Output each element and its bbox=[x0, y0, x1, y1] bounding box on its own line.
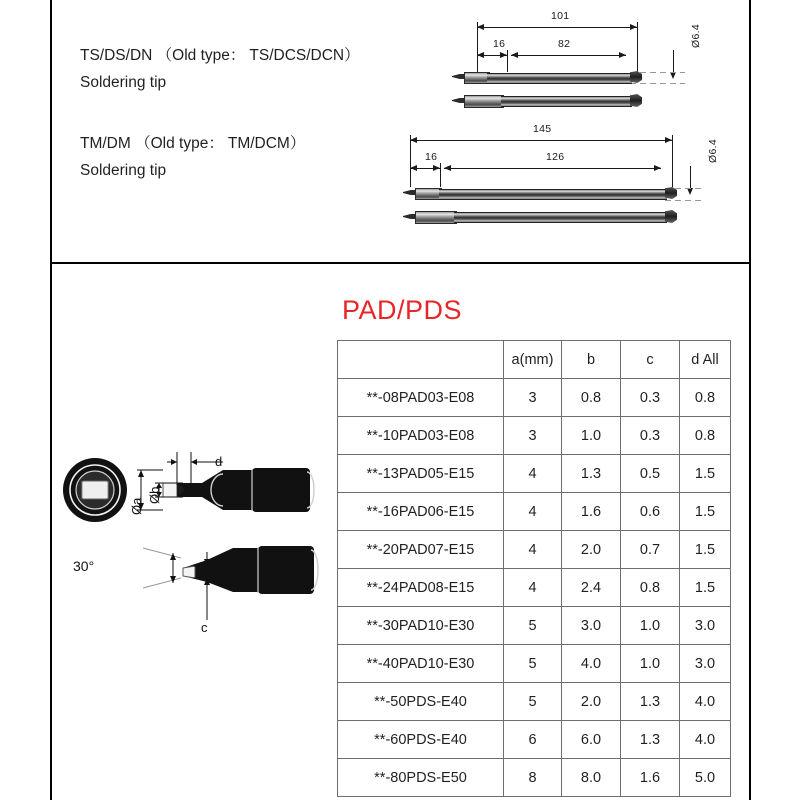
table-row bbox=[338, 607, 731, 645]
dim-arrow-16-left-2 bbox=[410, 165, 417, 171]
cartridge-4-end bbox=[665, 210, 677, 223]
cell-model: **-80PDS-E50 bbox=[338, 759, 504, 797]
table-row bbox=[338, 645, 731, 683]
dim-arrow-16-right-2 bbox=[433, 165, 440, 171]
cell-model: **-10PAD03-E08 bbox=[338, 417, 504, 455]
cell-b: 2.4 bbox=[562, 569, 621, 607]
dim-overall-101: 101 bbox=[551, 10, 570, 22]
cell-a: 4 bbox=[504, 493, 562, 531]
table-row bbox=[338, 531, 731, 569]
dim-arrow-82-right bbox=[619, 52, 626, 58]
cell-model: **-20PAD07-E15 bbox=[338, 531, 504, 569]
spec-table-header-row bbox=[338, 341, 731, 379]
table-row bbox=[338, 493, 731, 531]
dim-arrow-left-2 bbox=[410, 137, 417, 143]
ext-line-c2 bbox=[440, 163, 441, 187]
cell-a: 4 bbox=[504, 531, 562, 569]
dim-line-overall-2 bbox=[410, 140, 672, 141]
cell-a: 8 bbox=[504, 759, 562, 797]
callout-d: d bbox=[215, 454, 223, 469]
dim-arrow-dia-2 bbox=[687, 188, 693, 195]
dim-diameter-6-4-2: Ø6.4 bbox=[707, 139, 719, 163]
ext-line-b bbox=[637, 22, 638, 72]
table-row bbox=[338, 455, 731, 493]
cell-c: 0.6 bbox=[621, 493, 680, 531]
cell-b: 4.0 bbox=[562, 645, 621, 683]
center-line-4 bbox=[665, 200, 703, 201]
cell-b: 1.3 bbox=[562, 455, 621, 493]
cell-d: 5.0 bbox=[680, 759, 731, 797]
cartridge-3-collar bbox=[415, 188, 442, 200]
cell-a: 4 bbox=[504, 455, 562, 493]
cartridge-1-body bbox=[487, 73, 632, 84]
table-row bbox=[338, 417, 731, 455]
ts-ds-dn-title: TS/DS/DN （Old type： TS/DCS/DCN） bbox=[80, 47, 360, 64]
dim-segment-16: 16 bbox=[493, 38, 506, 50]
table-row bbox=[338, 379, 731, 417]
pad-pds-spec-table bbox=[337, 340, 731, 797]
dim-segment-16-2: 16 bbox=[425, 151, 438, 163]
tip-detail-svg bbox=[55, 440, 335, 655]
cartridge-2-end bbox=[630, 94, 642, 107]
cell-a: 3 bbox=[504, 379, 562, 417]
cell-model: **-50PDS-E40 bbox=[338, 683, 504, 721]
cell-a: 5 bbox=[504, 607, 562, 645]
cell-d: 1.5 bbox=[680, 455, 731, 493]
cartridge-2-collar bbox=[464, 95, 504, 108]
cell-d: 3.0 bbox=[680, 607, 731, 645]
dim-segment-82: 82 bbox=[558, 38, 571, 50]
table-row bbox=[338, 721, 731, 759]
cell-d: 1.5 bbox=[680, 493, 731, 531]
pad-pds-title: PAD/PDS bbox=[342, 295, 463, 325]
tip-detail-diagram bbox=[55, 440, 335, 655]
cell-c: 0.7 bbox=[621, 531, 680, 569]
cell-a: 4 bbox=[504, 569, 562, 607]
cell-c: 0.3 bbox=[621, 417, 680, 455]
cell-d: 1.5 bbox=[680, 569, 731, 607]
cell-d: 4.0 bbox=[680, 683, 731, 721]
cell-b: 8.0 bbox=[562, 759, 621, 797]
cell-c: 1.3 bbox=[621, 721, 680, 759]
dim-arrow-dia bbox=[670, 72, 676, 79]
dim-line-126 bbox=[444, 168, 661, 169]
ts-ds-dn-subtitle: Soldering tip bbox=[80, 74, 167, 91]
cell-model: **-60PDS-E40 bbox=[338, 721, 504, 759]
cell-model: **-08PAD03-E08 bbox=[338, 379, 504, 417]
cell-b: 1.6 bbox=[562, 493, 621, 531]
table-row bbox=[338, 759, 731, 797]
cell-d: 1.5 bbox=[680, 531, 731, 569]
dim-arrow-82-left bbox=[511, 52, 518, 58]
cell-d: 0.8 bbox=[680, 379, 731, 417]
cell-model: **-16PAD06-E15 bbox=[338, 493, 504, 531]
cartridge-3-body bbox=[439, 189, 667, 200]
cell-d: 4.0 bbox=[680, 721, 731, 759]
callout-angle-30: 30° bbox=[73, 558, 95, 574]
header-d-all: d All bbox=[680, 341, 731, 379]
spec-table-head bbox=[338, 341, 731, 379]
tm-dm-subtitle: Soldering tip bbox=[80, 162, 167, 179]
dim-arrow-16-left bbox=[477, 52, 484, 58]
cell-model: **-40PAD10-E30 bbox=[338, 645, 504, 683]
header-model bbox=[338, 341, 504, 379]
cell-c: 0.5 bbox=[621, 455, 680, 493]
cell-model: **-13PAD05-E15 bbox=[338, 455, 504, 493]
cartridge-4-body bbox=[454, 212, 667, 223]
dim-diameter-6-4: Ø6.4 bbox=[690, 24, 702, 48]
cell-a: 6 bbox=[504, 721, 562, 759]
dim-line-82 bbox=[511, 55, 626, 56]
cell-d: 0.8 bbox=[680, 417, 731, 455]
cell-b: 0.8 bbox=[562, 379, 621, 417]
cell-b: 2.0 bbox=[562, 683, 621, 721]
cartridge-2-body bbox=[501, 96, 632, 107]
table-row bbox=[338, 683, 731, 721]
tm-dm-drawing bbox=[0, 118, 800, 243]
dim-segment-126: 126 bbox=[546, 151, 565, 163]
cell-a: 5 bbox=[504, 645, 562, 683]
spec-table-body bbox=[338, 379, 731, 797]
cell-model: **-24PAD08-E15 bbox=[338, 569, 504, 607]
frame-horizontal-divider bbox=[50, 262, 750, 264]
center-line-2 bbox=[630, 83, 685, 84]
cartridge-4-collar bbox=[415, 211, 457, 224]
dim-arrow-126-right bbox=[654, 165, 661, 171]
ext-line-a bbox=[477, 22, 478, 72]
cell-d: 3.0 bbox=[680, 645, 731, 683]
callout-diameter-b: Øb bbox=[147, 486, 162, 504]
ext-line-a2 bbox=[410, 135, 411, 187]
header-a: a(mm) bbox=[504, 341, 562, 379]
dim-arrow-126-left bbox=[444, 165, 451, 171]
dim-arrow-right-2 bbox=[665, 137, 672, 143]
cell-c: 1.0 bbox=[621, 607, 680, 645]
cell-c: 0.3 bbox=[621, 379, 680, 417]
ext-line-c bbox=[507, 50, 508, 72]
ext-line-b2 bbox=[672, 135, 673, 187]
cell-c: 1.3 bbox=[621, 683, 680, 721]
dim-arrow-left bbox=[477, 24, 484, 30]
header-b: b bbox=[562, 341, 621, 379]
callout-diameter-a: Øa bbox=[129, 497, 144, 515]
cell-model: **-30PAD10-E30 bbox=[338, 607, 504, 645]
dim-arrow-16-right bbox=[500, 52, 507, 58]
cell-a: 3 bbox=[504, 417, 562, 455]
table-row bbox=[338, 569, 731, 607]
cell-c: 1.0 bbox=[621, 645, 680, 683]
dim-arrow-right bbox=[630, 24, 637, 30]
cell-a: 5 bbox=[504, 683, 562, 721]
dim-line-overall bbox=[477, 27, 637, 28]
tm-dm-title: TM/DM （Old type： TM/DCM） bbox=[80, 135, 306, 152]
callout-c: c bbox=[201, 620, 208, 635]
dim-overall-145: 145 bbox=[533, 123, 552, 135]
cell-b: 2.0 bbox=[562, 531, 621, 569]
cell-b: 1.0 bbox=[562, 417, 621, 455]
header-c: c bbox=[621, 341, 680, 379]
cell-b: 6.0 bbox=[562, 721, 621, 759]
ts-ds-dn-drawing bbox=[0, 0, 800, 120]
cell-c: 0.8 bbox=[621, 569, 680, 607]
cell-b: 3.0 bbox=[562, 607, 621, 645]
cell-c: 1.6 bbox=[621, 759, 680, 797]
